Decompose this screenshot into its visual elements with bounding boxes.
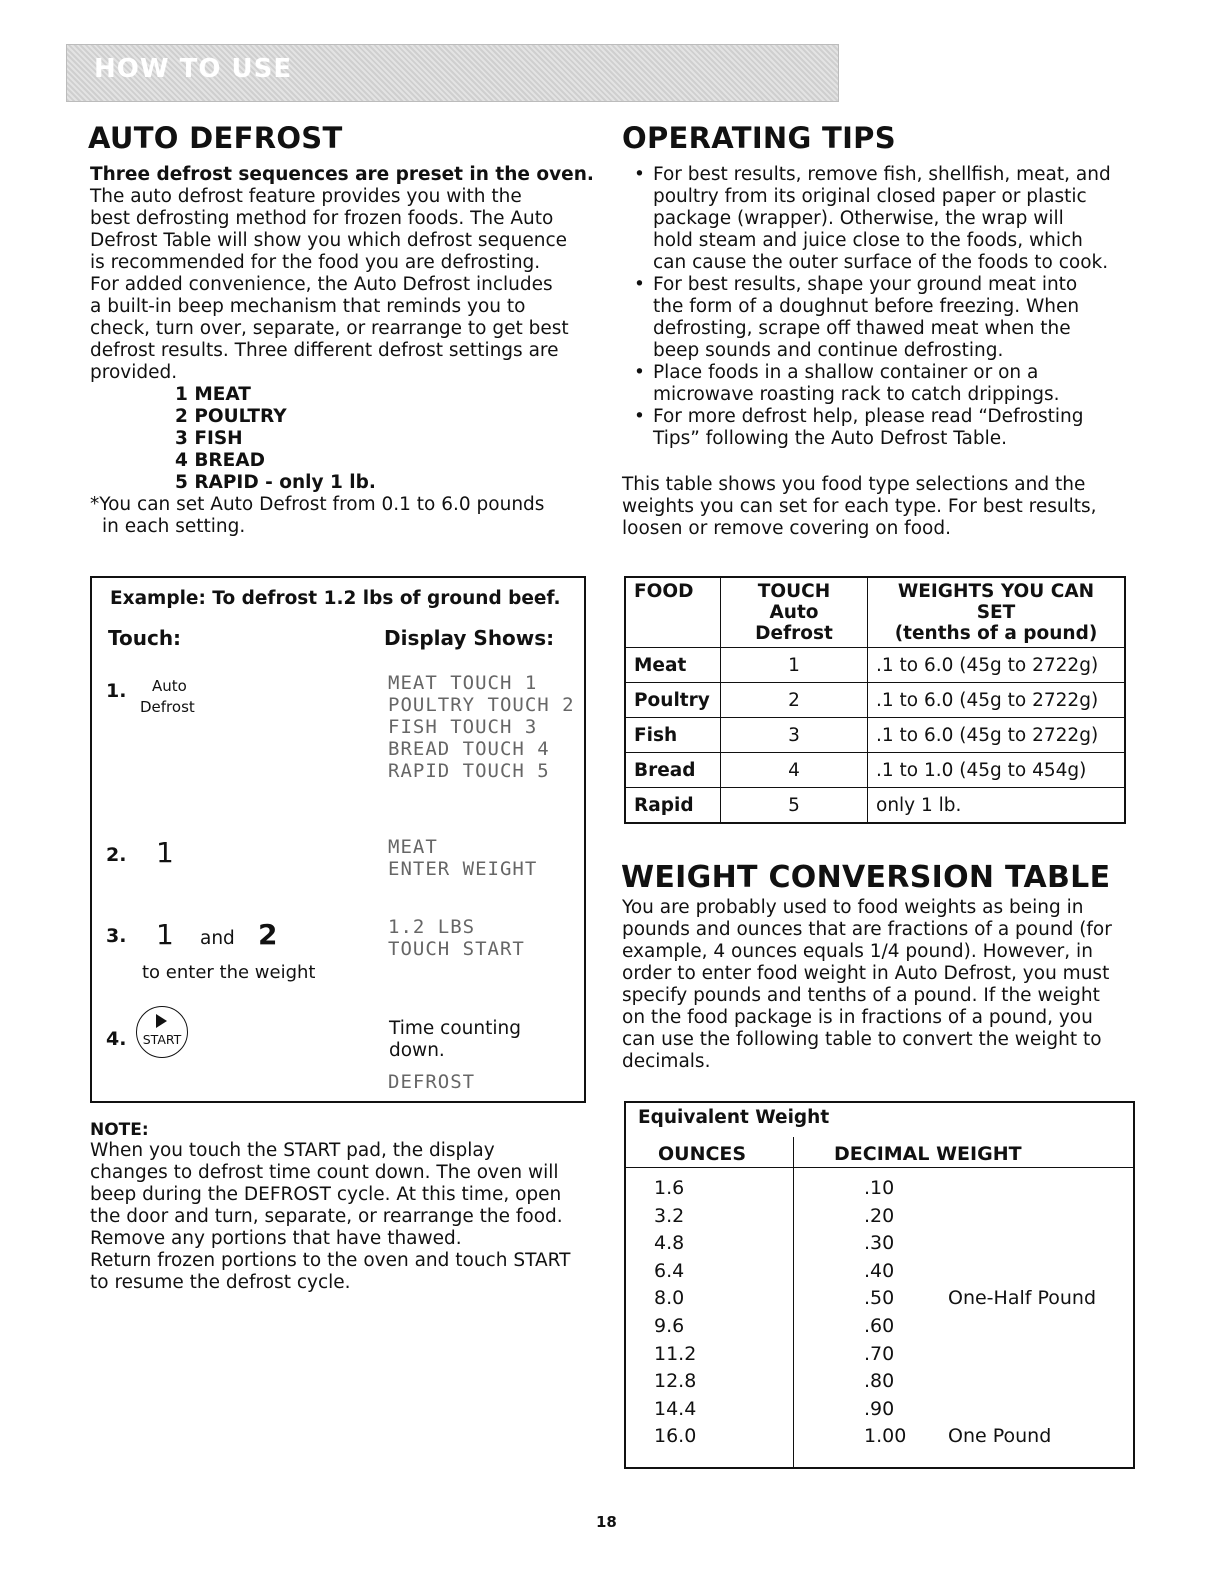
setting-fish: 3 FISH bbox=[175, 428, 243, 449]
tip-item: • For best results, remove fish, shellfish, meat, and poultry from its original closed paper or plastic package (wrapper). Otherwise, the wrap will hold steam and juice close to the foods, which can cause the outer surface of the foods to cook. bbox=[622, 164, 1132, 274]
section-header-title: HOW TO USE bbox=[94, 54, 293, 84]
note-text: When you touch the START pad, the display changes to defrost time count down. The oven will beep during the DEFROST cycle. At this time, open the door and turn, separate, or rearrange the food. Remove any portions that have thawed. Return frozen portions to the oven and touch START to resume the defrost cycle. bbox=[90, 1140, 571, 1293]
decimal-cell: .70 bbox=[864, 1342, 895, 1365]
start-button[interactable] bbox=[136, 1006, 188, 1058]
display-header: Display Shows: bbox=[384, 626, 555, 650]
step-2-touch-key: 1 bbox=[156, 836, 174, 869]
step-3-touch-key-b: 2 bbox=[258, 918, 278, 951]
play-icon bbox=[156, 1014, 167, 1028]
touch-header: Touch: bbox=[108, 626, 182, 650]
step-3-touch-key-a: 1 bbox=[156, 918, 174, 951]
section-header-bar bbox=[66, 44, 839, 102]
table-row: Bread 4 .1 to 1.0 (45g to 454g) bbox=[625, 753, 1125, 788]
equivalent-note: One Pound bbox=[948, 1425, 1052, 1448]
ounces-cell: 12.8 bbox=[654, 1370, 697, 1393]
ounces-cell: 8.0 bbox=[654, 1287, 685, 1310]
equivalent-note: One-Half Pound bbox=[948, 1287, 1097, 1310]
step-1-display: MEAT TOUCH 1 POULTRY TOUCH 2 FISH TOUCH 3 BREAD TOUCH 4 RAPID TOUCH 5 bbox=[388, 672, 575, 782]
step-2-display: MEAT ENTER WEIGHT bbox=[388, 836, 538, 880]
decimal-cell: .90 bbox=[864, 1397, 895, 1420]
decimal-cell: 1.00 bbox=[864, 1425, 907, 1448]
auto-defrost-range-note: *You can set Auto Defrost from 0.1 to 6.0 pounds in each setting. bbox=[90, 494, 545, 537]
step-3-number: 3. bbox=[106, 925, 127, 947]
step-3-subtext: to enter the weight bbox=[142, 962, 316, 983]
ounces-cell: 1.6 bbox=[654, 1177, 685, 1199]
tip-item: • Place foods in a shallow container or on a microwave roasting rack to catch drippings. bbox=[622, 362, 1132, 406]
page-number: 18 bbox=[596, 1513, 617, 1531]
step-4-display: DEFROST bbox=[388, 1071, 476, 1093]
food-table-intro: This table shows you food type selections and the weights you can set for each type. For best results, loosen or remove covering on food. bbox=[622, 474, 1097, 539]
start-button-label: START bbox=[142, 1032, 182, 1047]
operating-tips-list bbox=[622, 164, 1132, 450]
ounces-cell: 4.8 bbox=[654, 1232, 685, 1255]
col-touch: TOUCH Auto Defrost bbox=[721, 577, 868, 648]
step-4-number: 4. bbox=[106, 1028, 127, 1050]
setting-meat: 1 MEAT bbox=[175, 384, 251, 405]
ounces-cell: 14.4 bbox=[654, 1397, 697, 1420]
decimal-cell: .60 bbox=[864, 1315, 895, 1337]
table-header-row bbox=[625, 577, 1125, 648]
decimal-cell: .10 bbox=[864, 1177, 895, 1199]
auto-defrost-paragraph: The auto defrost feature provides you with the best defrosting method for frozen foods. The Auto Defrost Table will show you which defrost sequence is recommended for the food you are defrosting. For added convenience, the Auto Defrost includes a built-in beep mechanism that reminds you to check, turn over, separate, or rearrange to get best defrost results. Three different defrost settings are provided. bbox=[90, 186, 569, 383]
example-box bbox=[90, 576, 586, 1103]
tip-item: • For best results, shape your ground meat into the form of a doughnut before freezing. When defrosting, scrape off thawed meat when the beep sounds and continue defrosting. bbox=[622, 274, 1132, 362]
ounces-cell: 3.2 bbox=[654, 1204, 685, 1227]
decimal-cell: .40 bbox=[864, 1259, 895, 1282]
table-row: Meat 1 .1 to 6.0 (45g to 2722g) bbox=[625, 648, 1125, 683]
setting-bread: 4 BREAD bbox=[175, 450, 265, 471]
conversion-table bbox=[624, 1101, 1135, 1469]
weight-conversion-paragraph: You are probably used to food weights as being in pounds and ounces that are fractions of a pound (for example, 4 ounces equals 1/4 pound). However, in order to enter food weight in Auto Defrost, you must specify pounds and tenths of a pound. If the weight on the food package is in fractions of a pound, you can use the following table to convert the weight to decimals. bbox=[622, 897, 1112, 1072]
step-1-touch: Auto Defrost bbox=[140, 677, 195, 716]
weight-conversion-title: WEIGHT CONVERSION TABLE bbox=[621, 860, 1111, 895]
note-title: NOTE: bbox=[90, 1120, 149, 1140]
operating-tips-title: OPERATING TIPS bbox=[622, 121, 896, 155]
col-ounces: OUNCES bbox=[658, 1143, 747, 1165]
decimal-cell: .50 bbox=[864, 1287, 895, 1310]
ounces-cell: 6.4 bbox=[654, 1259, 685, 1282]
decimal-cell: .80 bbox=[864, 1370, 895, 1393]
table-row: Rapid 5 only 1 lb. bbox=[625, 788, 1125, 824]
col-food: FOOD bbox=[625, 577, 721, 648]
setting-rapid: 5 RAPID - only 1 lb. bbox=[175, 472, 376, 493]
step-2-number: 2. bbox=[106, 844, 127, 866]
col-decimal-weight: DECIMAL WEIGHT bbox=[834, 1143, 1022, 1165]
setting-poultry: 2 POULTRY bbox=[175, 406, 287, 427]
step-3-display: 1.2 LBS TOUCH START bbox=[388, 916, 525, 960]
conversion-table-title: Equivalent Weight bbox=[638, 1107, 830, 1128]
step-1-number: 1. bbox=[106, 680, 127, 702]
ounces-cell: 9.6 bbox=[654, 1315, 685, 1337]
example-title: Example: To defrost 1.2 lbs of ground beef. bbox=[110, 588, 561, 609]
auto-defrost-title: AUTO DEFROST bbox=[88, 121, 343, 155]
step-3-and: and bbox=[200, 928, 235, 949]
step-4-text: Time counting down. bbox=[389, 1018, 521, 1061]
auto-defrost-lead: Three defrost sequences are preset in the oven. bbox=[90, 164, 594, 185]
ounces-cell: 11.2 bbox=[654, 1342, 697, 1365]
col-weights: WEIGHTS YOU CAN SET (tenths of a pound) bbox=[868, 577, 1126, 648]
decimal-cell: .20 bbox=[864, 1204, 895, 1227]
decimal-cell: .30 bbox=[864, 1232, 895, 1255]
table-row: Poultry 2 .1 to 6.0 (45g to 2722g) bbox=[625, 683, 1125, 718]
defrost-settings-list bbox=[175, 384, 376, 494]
ounces-cell: 16.0 bbox=[654, 1425, 697, 1448]
tip-item: • For more defrost help, please read “Defrosting Tips” following the Auto Defrost Table. bbox=[622, 406, 1132, 450]
table-row: Fish 3 .1 to 6.0 (45g to 2722g) bbox=[625, 718, 1125, 753]
auto-defrost-table bbox=[624, 576, 1126, 824]
